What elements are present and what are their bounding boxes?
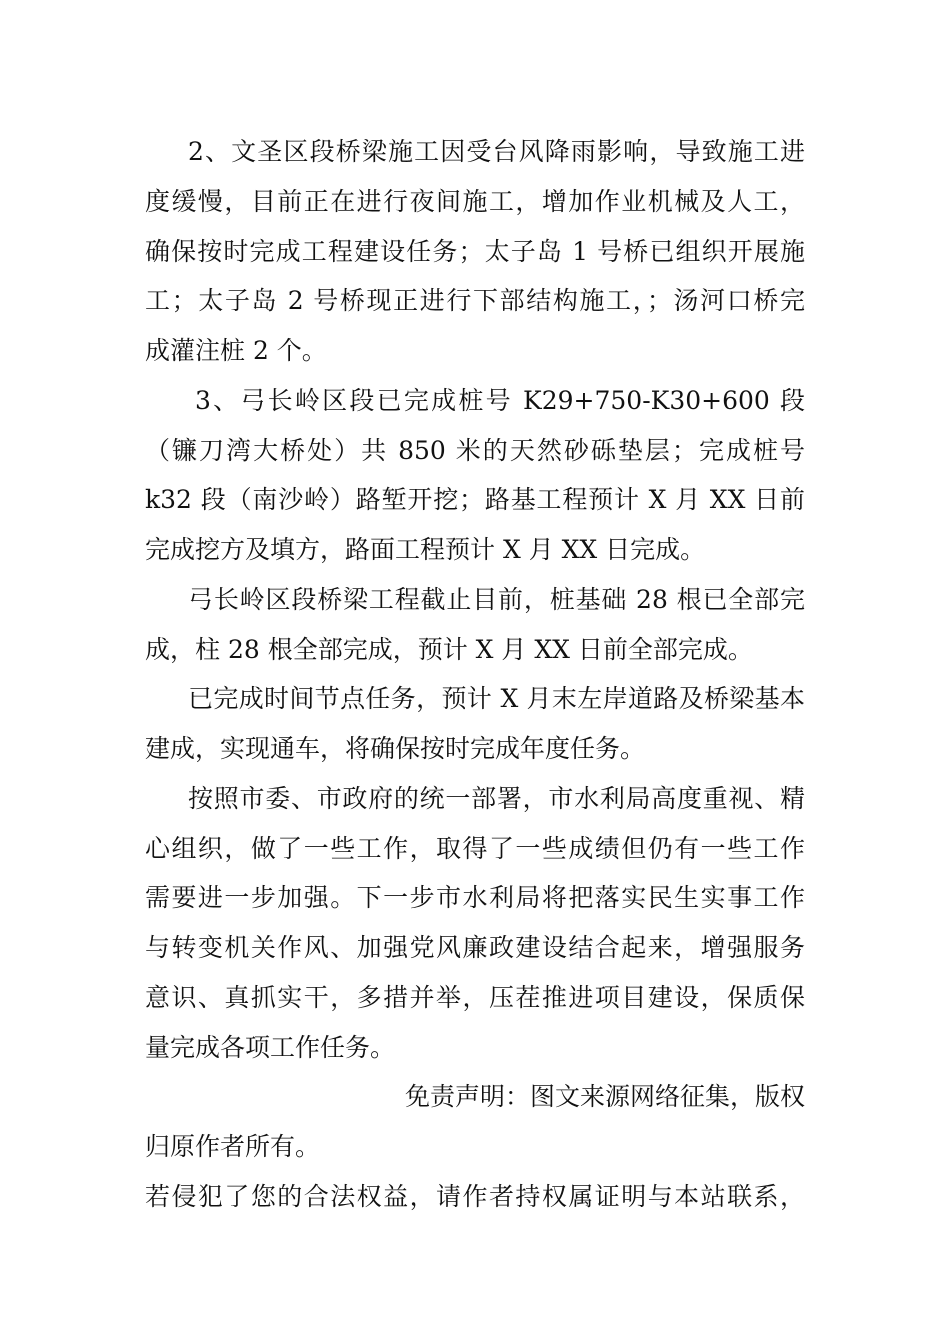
- text-line: 完成挖方及填方，路面工程预计 X 月 XX 日完成。: [145, 535, 706, 564]
- text-line: 工；太子岛 2 号桥现正进行下部结构施工，；汤河口桥完: [145, 286, 805, 315]
- text-line: 2、文圣区段桥梁施工因受台风降雨影响，导致施工进: [188, 137, 805, 166]
- text-line: 成，柱 28 根全部完成，预计 X 月 XX 日前全部完成。: [145, 635, 753, 664]
- text-line: 度缓慢，目前正在进行夜间施工，增加作业机械及人工，: [145, 187, 805, 216]
- text-line: 成灌注桩 2 个。: [145, 336, 327, 365]
- text-line: （镰刀湾大桥处）共 850 米的天然砂砾垫层；完成桩号: [145, 436, 805, 465]
- text-line: 免责声明：图文来源网络征集，版权: [404, 1082, 805, 1111]
- text-line: 若侵犯了您的合法权益，请作者持权属证明与本站联系，: [145, 1182, 805, 1211]
- text-line: k32 段（南沙岭）路堑开挖；路基工程预计 X 月 XX 日前: [145, 485, 805, 514]
- text-line: 3、弓长岭区段已完成桩号 K29+750-K30+600 段: [195, 386, 805, 415]
- text-line: 建成，实现通车，将确保按时完成年度任务。: [145, 734, 646, 763]
- text-line: 心组织，做了一些工作，取得了一些成绩但仍有一些工作: [145, 834, 805, 863]
- text-line: 归原作者所有。: [145, 1132, 321, 1161]
- text-line: 弓长岭区段桥梁工程截止目前，桩基础 28 根已全部完: [188, 585, 805, 614]
- text-line: 意识、真抓实干，多措并举，压茬推进项目建设，保质保: [145, 983, 805, 1012]
- text-line: 需要进一步加强。下一步市水利局将把落实民生实事工作: [145, 883, 805, 912]
- text-line: 与转变机关作风、加强党风廉政建设结合起来，增强服务: [145, 933, 805, 962]
- text-line: 已完成时间节点任务，预计 X 月末左岸道路及桥梁基本: [188, 684, 805, 713]
- text-line: 量完成各项工作任务。: [145, 1033, 396, 1062]
- text-line: 确保按时完成工程建设任务；太子岛 1 号桥已组织开展施: [145, 237, 805, 266]
- text-line: 按照市委、市政府的统一部署，市水利局高度重视、精: [188, 784, 805, 813]
